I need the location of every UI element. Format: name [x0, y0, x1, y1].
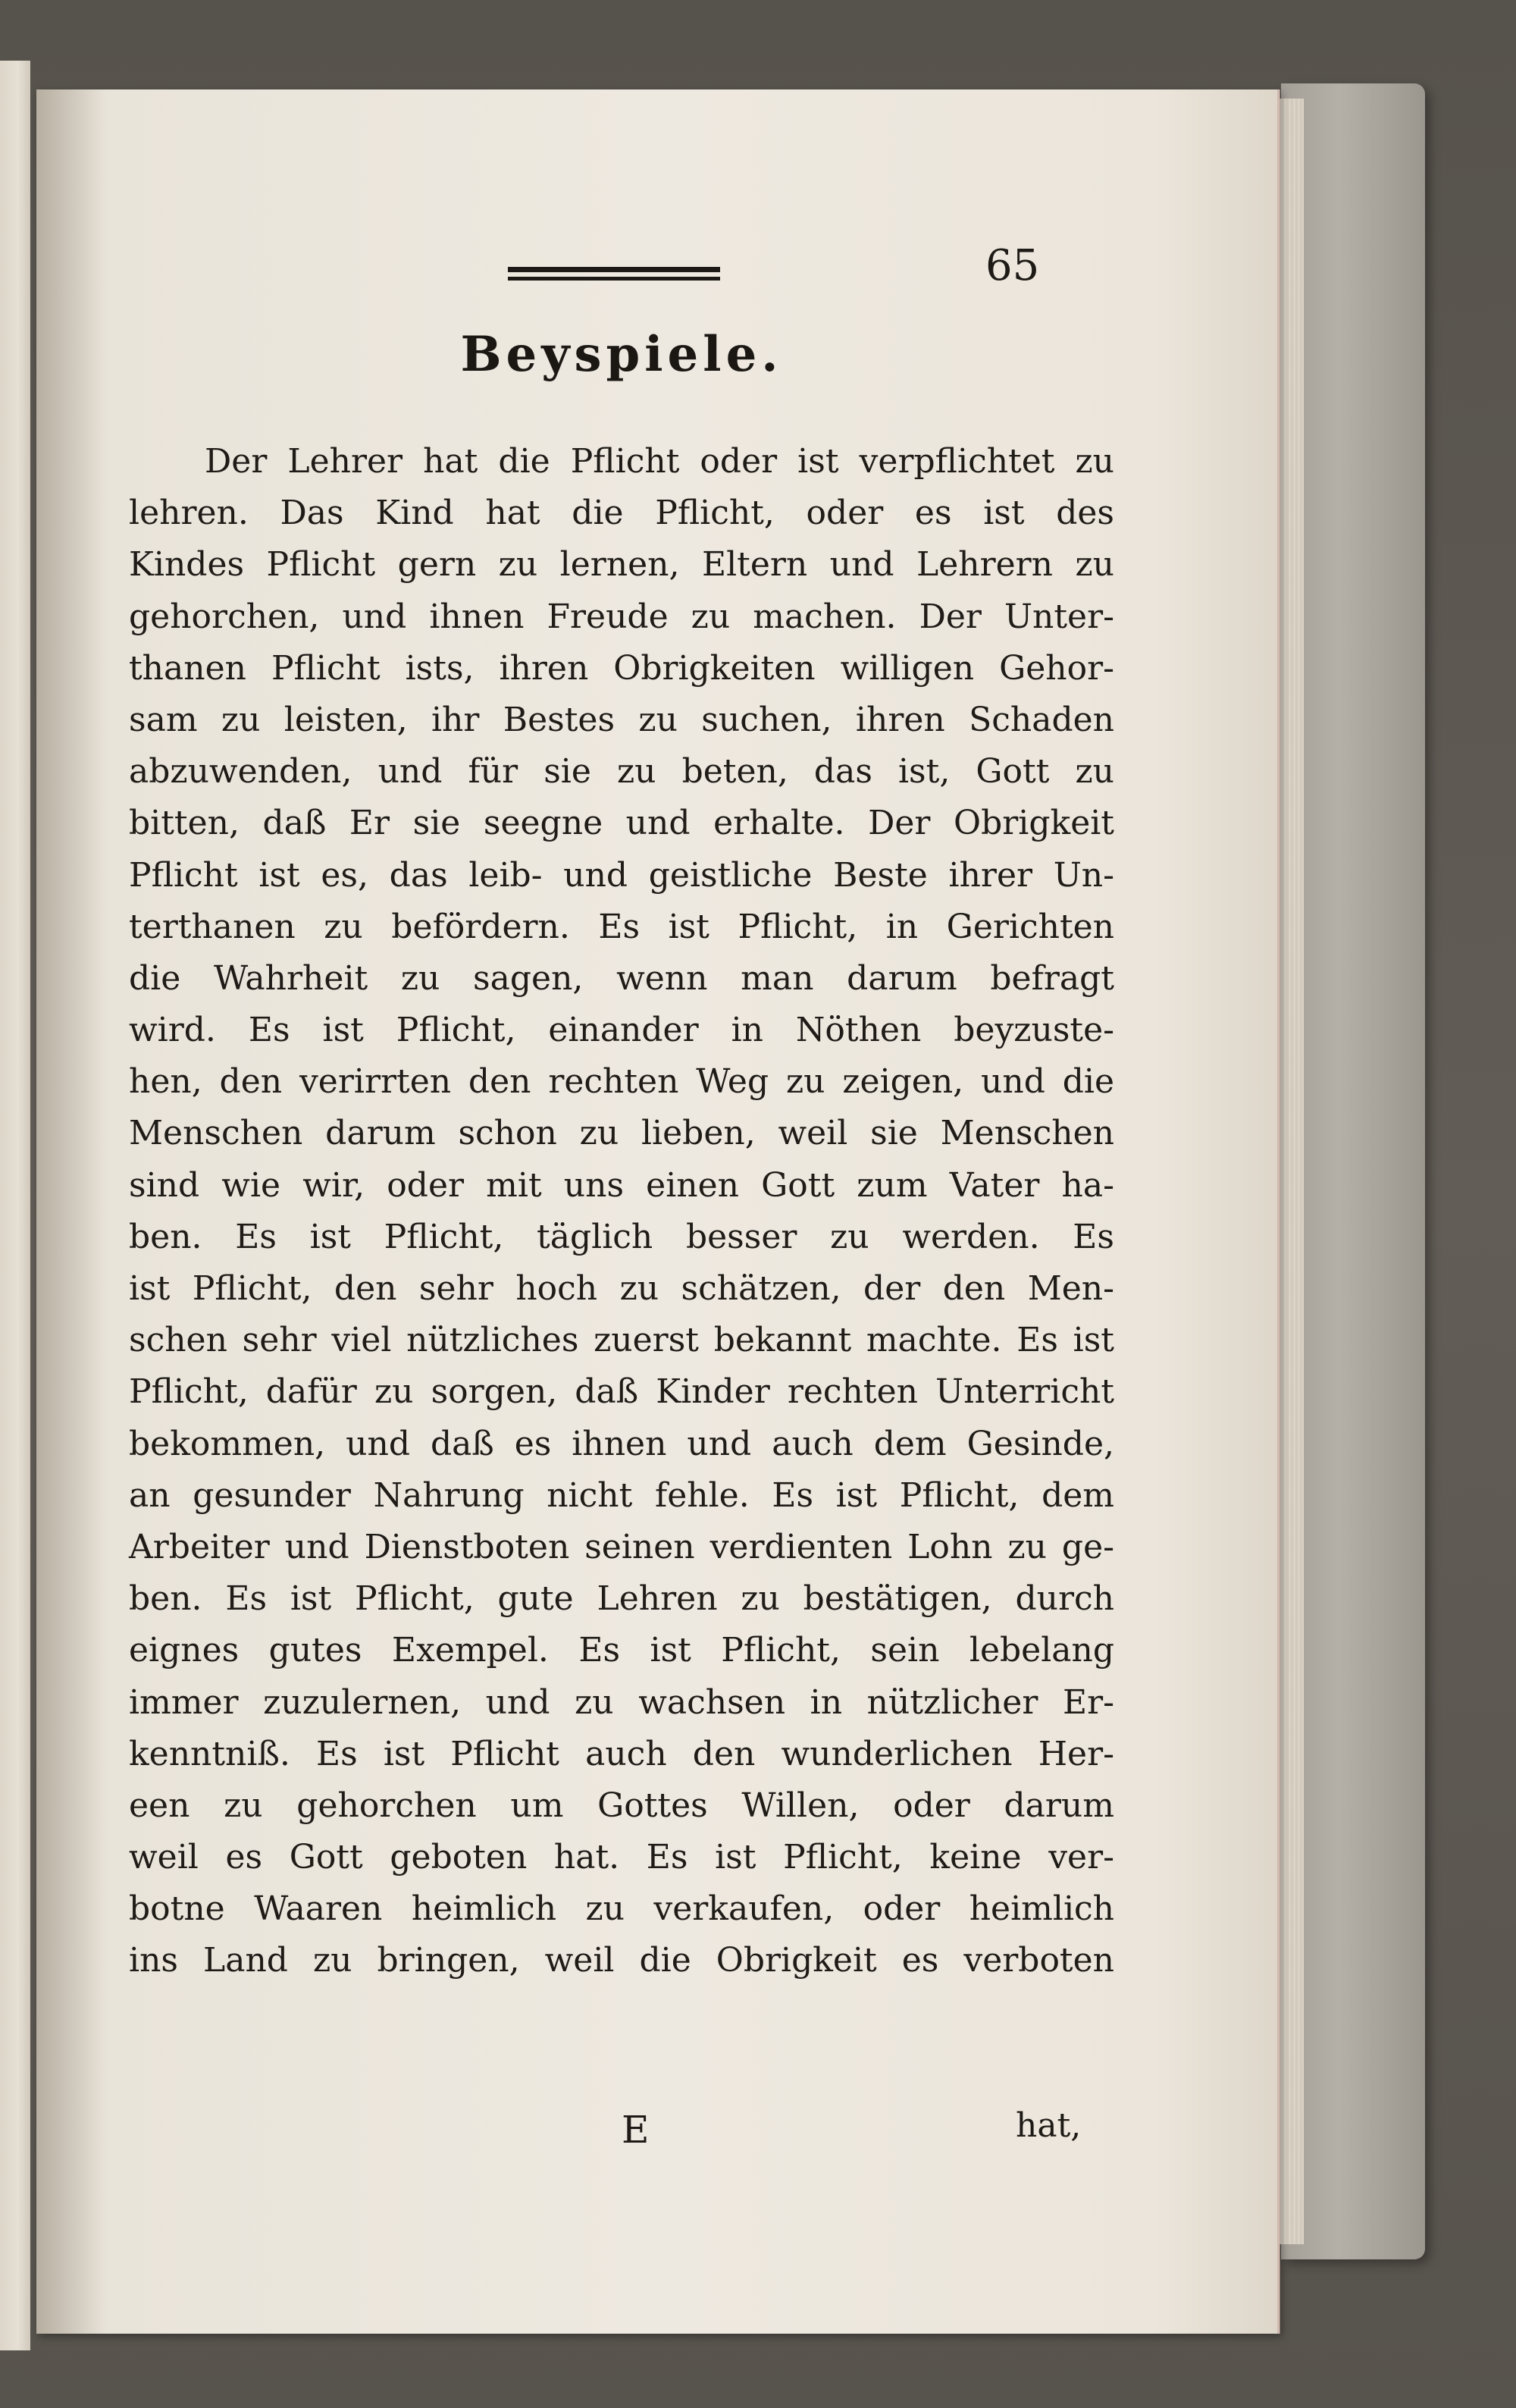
text-line: lehren. Das Kind hat die Pflicht, oder es ist des [129, 494, 1114, 533]
text-line: hen, den verirrten den rechten Weg zu zeigen, und die [129, 1062, 1114, 1102]
text-line: een zu gehorchen um Gottes Willen, oder darum [129, 1786, 1114, 1825]
text-line: Arbeiter und Dienstboten seinen verdienten Lohn zu ge- [129, 1527, 1114, 1566]
text-line: sind wie wir, oder mit uns einen Gott zum Vater ha- [129, 1165, 1114, 1205]
text-line: die Wahrheit zu sagen, wenn man darum befragt [129, 958, 1114, 998]
header-double-rule [508, 267, 720, 284]
text-line: ben. Es ist Pflicht, gute Lehren zu bestätigen, durch [129, 1579, 1114, 1619]
text-line: sam zu leisten, ihr Bestes zu suchen, ihren Schaden [129, 700, 1114, 739]
page-number: 65 [985, 241, 1040, 290]
text-line: Kindes Pflicht gern zu lernen, Eltern und Lehrern zu [129, 545, 1114, 585]
text-line: immer zuzulernen, und zu wachsen in nützlicher Er- [129, 1682, 1114, 1722]
text-line: wird. Es ist Pflicht, einander in Nöthen beyzuste- [129, 1011, 1114, 1050]
text-line: bitten, daß Er sie seegne und erhalte. Der Obrigkeit [129, 804, 1114, 843]
section-heading: Beyspiele. [460, 326, 783, 383]
text-line: weil es Gott geboten hat. Es ist Pflicht, keine ver- [129, 1838, 1114, 1877]
text-line: terthanen zu befördern. Es ist Pflicht, in Gerichten [129, 907, 1114, 946]
text-line: Der Lehrer hat die Pflicht oder ist verpflichtet zu [205, 442, 1114, 481]
text-line: an gesunder Nahrung nicht fehle. Es ist Pflicht, dem [129, 1475, 1114, 1515]
text-line: eignes gutes Exempel. Es ist Pflicht, sein lebelang [129, 1631, 1114, 1670]
text-line: bekommen, und daß es ihnen und auch dem Gesinde, [129, 1424, 1114, 1463]
text-line: abzuwenden, und für sie zu beten, das ist, Gott zu [129, 752, 1114, 792]
body-text [129, 436, 1114, 1987]
catchword: hat, [1016, 2106, 1082, 2145]
text-line: schen sehr viel nützliches zuerst bekannt machte. Es ist [129, 1321, 1114, 1360]
facing-page-edge [0, 61, 30, 2350]
gutter-shadow [36, 89, 105, 2334]
text-line: kenntniß. Es ist Pflicht auch den wunderlichen Her- [129, 1734, 1114, 1773]
page-edge-tint [1277, 89, 1280, 2334]
signature-mark: E [622, 2108, 650, 2152]
text-line: ins Land zu bringen, weil die Obrigkeit es verboten [129, 1941, 1114, 1980]
text-line: Pflicht ist es, das leib- und geistliche Beste ihrer Un- [129, 855, 1114, 895]
text-line: thanen Pflicht ists, ihren Obrigkeiten willigen Gehor- [129, 648, 1114, 688]
text-line: ist Pflicht, den sehr hoch zu schätzen, der den Men- [129, 1269, 1114, 1308]
text-line: botne Waaren heimlich zu verkaufen, oder heimlich [129, 1889, 1114, 1929]
text-line: Pflicht, dafür zu sorgen, daß Kinder rechten Unterricht [129, 1372, 1114, 1412]
text-line: gehorchen, und ihnen Freude zu machen. Der Unter- [129, 597, 1114, 636]
text-line: ben. Es ist Pflicht, täglich besser zu werden. Es [129, 1217, 1114, 1256]
text-line: Menschen darum schon zu lieben, weil sie Menschen [129, 1114, 1114, 1153]
